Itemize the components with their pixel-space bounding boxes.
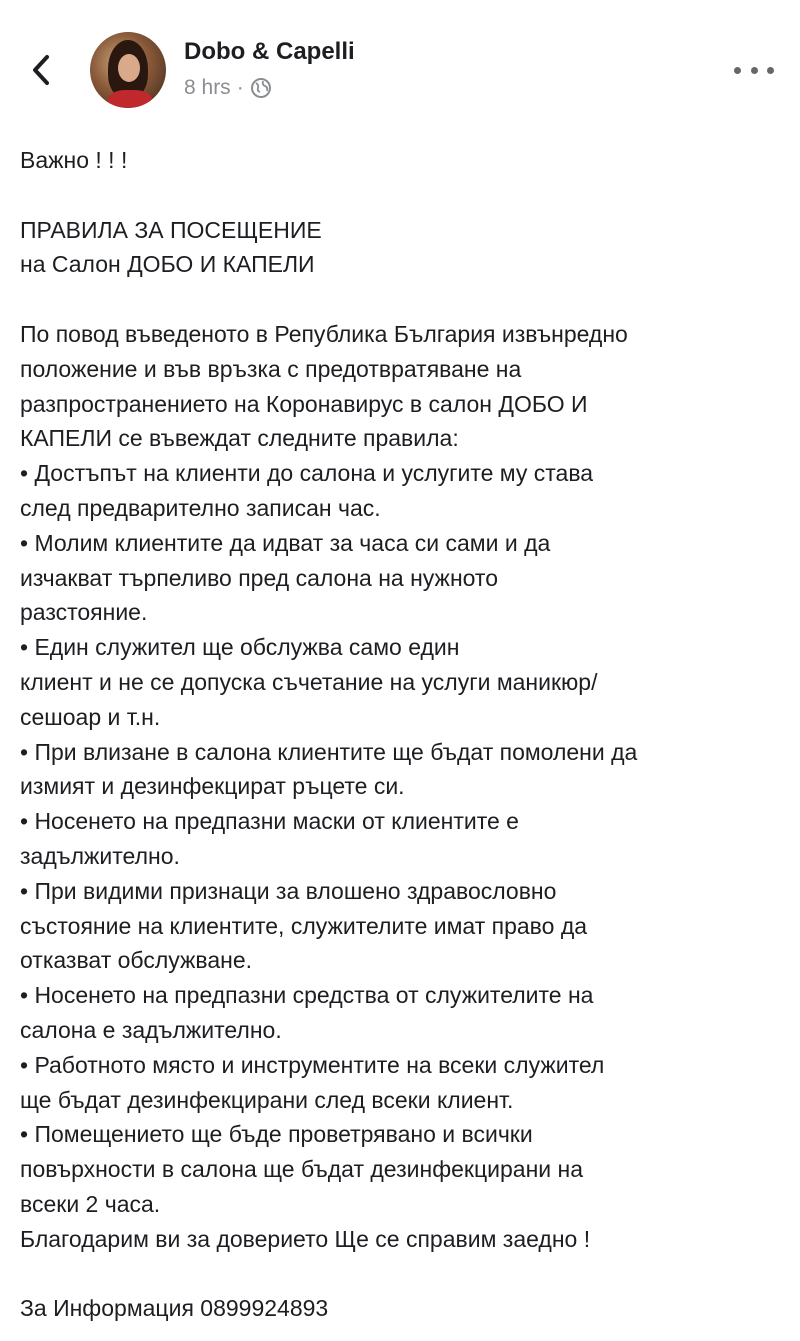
more-dot-icon	[751, 67, 758, 74]
rule-item: • При видими признаци за влошено здравословно	[20, 877, 557, 904]
text-line: отказват обслужване.	[20, 947, 253, 974]
text-line: КАПЕЛИ се въвеждат следните правила:	[20, 425, 459, 452]
post-time[interactable]: 8 hrs	[184, 76, 231, 99]
text-line: след предварително записан час.	[20, 494, 381, 521]
text-line: изчакват търпеливо пред салона на нужното	[20, 564, 499, 591]
text-line: всеки 2 часа.	[20, 1190, 161, 1217]
post-header	[0, 0, 800, 125]
back-button[interactable]	[26, 50, 56, 90]
post-greeting: Важно ! ! !	[20, 147, 128, 173]
text-line: положение и във връзка с предотвратяване на	[20, 355, 522, 382]
rule-item: • Един служител ще обслужва само един	[20, 634, 460, 661]
text-line: По повод въведеното в Република България извънредно	[20, 320, 628, 347]
more-dot-icon	[767, 67, 774, 74]
text-line: разпространението на Коронавирус в салон ДОБО И	[20, 390, 588, 417]
rule-item: • Носенето на предпазни средства от служителите на	[20, 982, 594, 1009]
text-line: салона е задължително.	[20, 1016, 282, 1043]
globe-icon	[250, 77, 272, 99]
post-body	[20, 143, 790, 1326]
post-meta	[184, 76, 272, 100]
rule-item: • Носенето на предпазни маски от клиентите е	[20, 808, 519, 835]
chevron-left-icon	[30, 53, 52, 87]
closing-line: Благодарим ви за доверието Ще се справим заедно !	[20, 1225, 591, 1252]
text-line: разстояние.	[20, 599, 148, 626]
rule-item: • При влизане в салона клиентите ще бъдат помолени да	[20, 738, 638, 765]
post-subtitle: на Салон ДОБО И КАПЕЛИ	[20, 251, 315, 278]
rule-item: • Достъпът на клиенти до салона и услугите му става	[20, 460, 594, 487]
text-line: сешоар и т.н.	[20, 703, 161, 730]
text-line: ще бъдат дезинфекцирани след всеки клиент.	[20, 1086, 514, 1113]
text-line: измият и дезинфекцират ръцете си.	[20, 773, 405, 800]
text-line: клиент и не се допуска съчетание на услуги маникюр/	[20, 668, 598, 695]
rule-item: • Работното място и инструментите на всеки служител	[20, 1051, 605, 1078]
text-line: състояние на клиентите, служителите имат право да	[20, 912, 588, 939]
avatar[interactable]	[90, 32, 166, 108]
post-title: ПРАВИЛА ЗА ПОСЕЩЕНИЕ	[20, 216, 322, 243]
rule-item: • Помещението ще бъде проветрявано и всички	[20, 1121, 533, 1148]
text-line: задължително.	[20, 842, 180, 869]
author-name[interactable]: Dobo & Capelli	[184, 38, 355, 65]
meta-separator: ·	[236, 76, 244, 99]
contact-line: За Информация 0899924893	[20, 1295, 329, 1322]
rule-item: • Молим клиентите да идват за часа си сами и да	[20, 529, 551, 556]
more-options-button[interactable]	[734, 58, 774, 82]
more-dot-icon	[734, 67, 741, 74]
text-line: повърхности в салона ще бъдат дезинфекцирани на	[20, 1156, 584, 1183]
